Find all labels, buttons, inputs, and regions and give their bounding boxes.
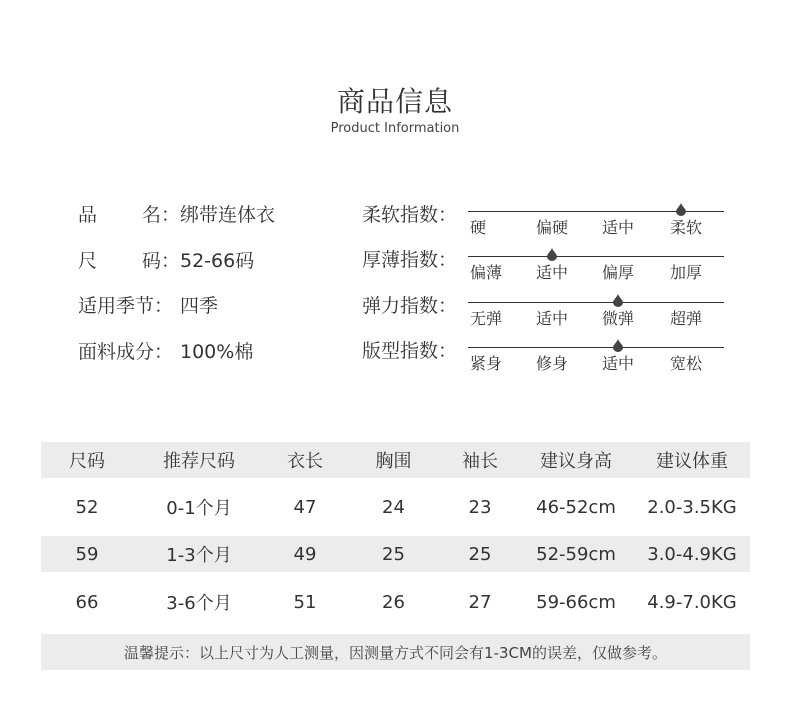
index-label: 柔软指数： bbox=[362, 204, 458, 226]
info-label-char: 尺 bbox=[78, 249, 98, 272]
table-cell: 1-3个月 bbox=[166, 545, 232, 566]
info-value: 绑带连体衣 bbox=[180, 204, 276, 226]
info-label-char: 名： bbox=[141, 204, 180, 226]
index-option: 无弹 bbox=[470, 309, 503, 328]
index-label: 版型指数： bbox=[362, 340, 458, 362]
info-value: 52-66码 bbox=[180, 249, 255, 272]
index-track bbox=[468, 347, 724, 348]
size-table bbox=[41, 442, 750, 632]
table-cell: 46-52cm bbox=[536, 496, 616, 518]
index-label: 弹力指数： bbox=[362, 295, 458, 317]
index-option: 加厚 bbox=[670, 263, 703, 282]
info-row-size bbox=[78, 246, 275, 292]
table-header-cell: 胸围 bbox=[375, 451, 412, 472]
table-cell: 66 bbox=[75, 591, 99, 613]
table-cell: 25 bbox=[382, 543, 405, 565]
table-cell: 51 bbox=[293, 591, 317, 613]
index-option: 适中 bbox=[602, 354, 635, 373]
index-option: 适中 bbox=[602, 218, 635, 237]
table-row bbox=[41, 478, 750, 536]
table-cell: 59 bbox=[75, 543, 99, 565]
table-cell: 52-59cm bbox=[536, 543, 616, 565]
product-info-list bbox=[78, 200, 275, 382]
table-cell: 3-6个月 bbox=[166, 593, 232, 614]
info-label-char: 品 bbox=[78, 204, 98, 226]
index-option: 偏硬 bbox=[536, 218, 569, 237]
table-header-cell: 衣长 bbox=[287, 451, 323, 472]
index-option: 修身 bbox=[536, 354, 569, 373]
index-option: 微弹 bbox=[602, 309, 635, 328]
info-row-name bbox=[78, 200, 275, 246]
index-track bbox=[468, 211, 724, 212]
table-cell: 49 bbox=[293, 543, 317, 565]
table-header-cell: 推荐尺码 bbox=[163, 451, 235, 472]
table-cell: 26 bbox=[382, 591, 405, 613]
table-cell: 27 bbox=[468, 591, 492, 613]
info-value: 100%棉 bbox=[180, 340, 254, 363]
index-option: 紧身 bbox=[470, 354, 503, 373]
index-option: 适中 bbox=[536, 309, 569, 328]
info-value: 四季 bbox=[180, 295, 219, 317]
page-title-cn: 商品信息 bbox=[336, 85, 453, 118]
index-option: 偏薄 bbox=[470, 263, 503, 282]
table-cell: 23 bbox=[468, 496, 492, 518]
info-label-char: 码： bbox=[141, 249, 180, 272]
index-option: 柔软 bbox=[670, 218, 703, 237]
index-option: 偏厚 bbox=[602, 263, 635, 282]
table-cell: 3.0-4.9KG bbox=[647, 543, 737, 565]
table-cell: 59-66cm bbox=[536, 591, 616, 613]
index-option: 超弹 bbox=[670, 309, 703, 328]
info-label: 适用季节： bbox=[78, 295, 174, 317]
index-option: 宽松 bbox=[670, 354, 703, 373]
table-cell: 25 bbox=[468, 543, 492, 565]
info-row-material bbox=[78, 337, 275, 383]
table-cell: 24 bbox=[382, 496, 405, 518]
measurement-note: 温馨提示：以上尺寸为人工测量，因测量方式不同会有1-3CM的误差，仅做参考。 bbox=[41, 634, 750, 670]
info-label bbox=[78, 200, 180, 227]
info-label: 面料成分： bbox=[78, 340, 174, 363]
table-row bbox=[41, 572, 750, 632]
table-header-cell: 尺码 bbox=[69, 451, 105, 472]
table-cell: 2.0-3.5KG bbox=[647, 496, 737, 518]
page-title-en: Product Information bbox=[330, 121, 460, 136]
table-cell: 47 bbox=[293, 496, 317, 518]
info-label bbox=[78, 246, 180, 273]
table-row bbox=[41, 536, 750, 572]
index-track bbox=[468, 256, 724, 257]
index-label: 厚薄指数： bbox=[362, 249, 458, 271]
table-cell: 52 bbox=[75, 496, 99, 518]
info-row-season bbox=[78, 291, 275, 337]
index-option: 硬 bbox=[470, 218, 487, 237]
index-option: 适中 bbox=[536, 263, 569, 282]
index-track bbox=[468, 302, 724, 303]
table-header-row bbox=[41, 442, 750, 478]
table-cell: 0-1个月 bbox=[166, 498, 232, 519]
table-cell: 4.9-7.0KG bbox=[647, 591, 737, 613]
table-header-cell: 袖长 bbox=[462, 451, 498, 472]
table-header-cell: 建议身高 bbox=[540, 451, 612, 472]
table-header-cell: 建议体重 bbox=[656, 451, 728, 472]
